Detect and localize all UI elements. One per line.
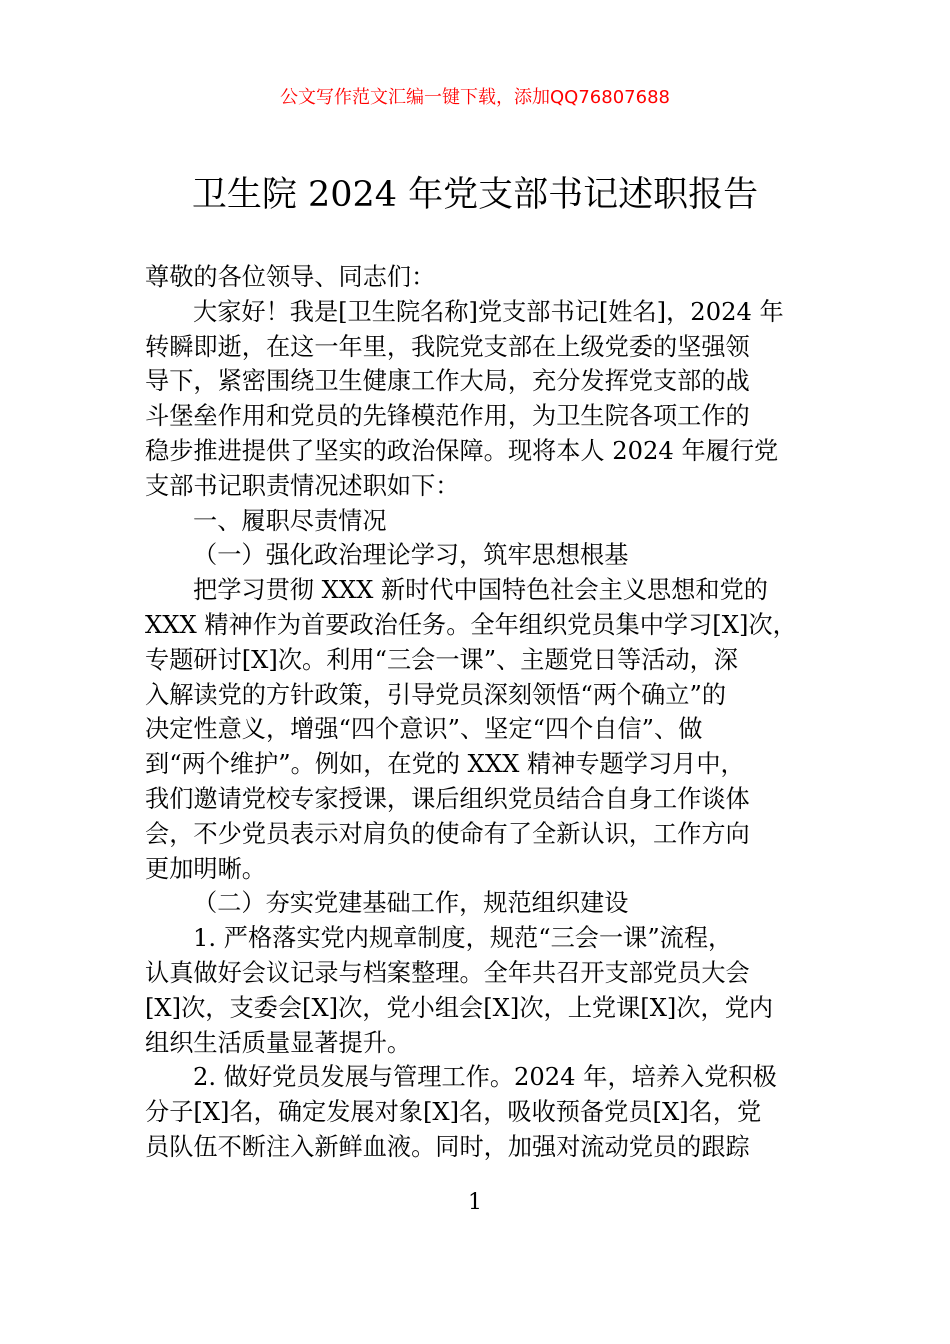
paragraph-line: 转瞬即逝，在这一年里，我院党支部在上级党委的坚强领 [145,332,750,361]
salutation-line: 尊敬的各位领导、同志们： [145,263,436,291]
paragraph-line: 认真做好会议记录与档案整理。全年共召开支部党员大会 [145,958,750,987]
subsection-heading: （二）夯实党建基础工作，规范组织建设 [193,889,629,918]
subsection-heading: （一）强化政治理论学习，筑牢思想根基 [193,541,629,570]
section-heading: 一、履职尽责情况 [193,506,387,535]
document-title: 卫生院 2024 年党支部书记述职报告 [191,175,759,215]
paragraph-line: 分子[X]名，确定发展对象[X]名，吸收预备党员[X]名，党 [145,1098,762,1127]
paragraph-line: 2. 做好党员发展与管理工作。2024 年，培养入党积极 [193,1063,777,1092]
page-number: 1 [468,1190,482,1215]
paragraph-line: 专题研讨[X]次。利用“三会一课”、主题党日等活动，深 [145,645,738,674]
paragraph-line: 到“两个维护”。例如，在党的 XXX 精神专题学习月中， [145,750,745,779]
paragraph-line: 决定性意义，增强“四个意识”、坚定“四个自信”、做 [145,715,703,744]
paragraph-line: 员队伍不断注入新鲜血液。同时，加强对流动党员的跟踪 [145,1132,750,1161]
paragraph-line: 稳步推进提供了坚实的政治保障。现将本人 2024 年履行党 [145,436,779,465]
paragraph-line: 我们邀请党校专家授课，课后组织党员结合自身工作谈体 [145,784,750,813]
header-note: 公文写作范文汇编一键下载，添加QQ76807688 [280,87,670,108]
paragraph-line: 会，不少党员表示对肩负的使命有了全新认识，工作方向 [145,819,750,848]
paragraph-line: 更加明晰。 [145,854,266,883]
paragraph-line: 斗堡垒作用和党员的先锋模范作用，为卫生院各项工作的 [145,402,750,431]
paragraph-line: 导下，紧密围绕卫生健康工作大局，充分发挥党支部的战 [145,367,750,396]
paragraph-line: XXX 精神作为首要政治任务。全年组织党员集中学习[X]次， [145,610,797,639]
paragraph-line: 入解读党的方针政策，引导党员深刻领悟“两个确立”的 [145,680,727,709]
paragraph-line: 组织生活质量显著提升。 [145,1028,412,1057]
paragraph-line: 支部书记职责情况述职如下： [145,471,460,500]
paragraph-line: 把学习贯彻 XXX 新时代中国特色社会主义思想和党的 [193,576,768,605]
paragraph-line: [X]次，支委会[X]次，党小组会[X]次，上党课[X]次，党内 [145,993,774,1022]
document-body [145,260,815,1165]
paragraph-line: 大家好！我是[卫生院名称]党支部书记[姓名]，2024 年 [193,297,784,326]
paragraph-line: 1. 严格落实党内规章制度，规范“三会一课”流程， [193,924,733,953]
